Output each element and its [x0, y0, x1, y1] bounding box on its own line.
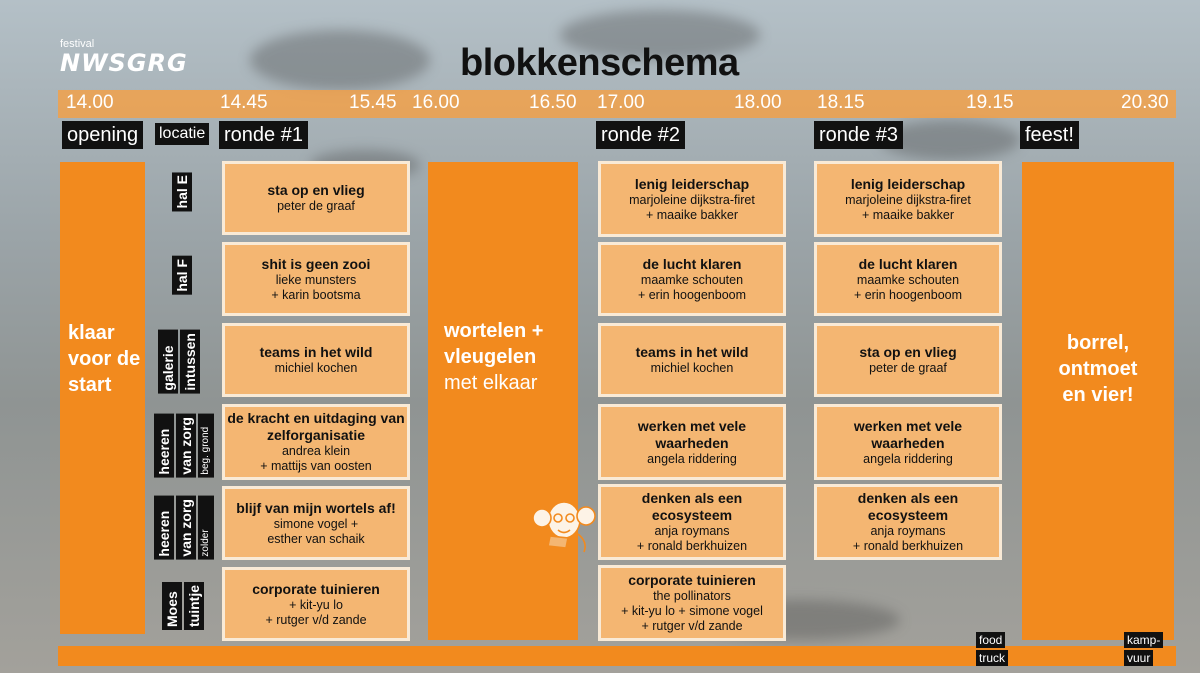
time-label: 16.50 — [529, 92, 577, 113]
session-title: denken als een ecosysteem — [641, 490, 743, 523]
location-heeren-van-zorg-beg-grond — [154, 414, 214, 478]
session-card[interactable] — [222, 486, 410, 560]
session-speaker: + rutger v/d zande — [641, 619, 743, 633]
time-label: 14.00 — [66, 92, 114, 113]
location-hal-f — [172, 256, 192, 295]
header-ronde-2: ronde #2 — [596, 121, 685, 149]
session-speaker: marjoleine dijkstra-firet — [629, 192, 755, 207]
session-speaker: peter de graaf — [869, 361, 947, 375]
plenary-text-line: vleugelen — [444, 346, 537, 368]
session-speaker: + kit-yu lo + simone vogel — [621, 604, 763, 618]
session-title: teams in het wild — [259, 344, 373, 360]
time-label: 20.30 — [1121, 92, 1169, 113]
session-speaker: anja roymans — [654, 524, 730, 538]
logo-wordmark: NWSGRG — [60, 49, 188, 77]
location-sublabel: beg. grond — [198, 414, 214, 478]
session-speaker: + erin hoogenboom — [853, 287, 963, 302]
time-label: 17.00 — [597, 92, 645, 113]
session-speaker: + ronald berkhuizen — [636, 539, 748, 553]
header-ronde-3: ronde #3 — [814, 121, 903, 149]
logo-tagline: festival — [60, 38, 95, 50]
food-truck-label-top: food — [976, 632, 1005, 648]
session-speaker: the pollinators — [653, 589, 731, 603]
session-title: sta op en vlieg — [859, 344, 957, 360]
time-label: 18.15 — [817, 92, 865, 113]
session-speaker: + erin hoogenboom — [637, 287, 747, 302]
page-title: blokkenschema — [460, 42, 739, 84]
session-card[interactable] — [814, 404, 1002, 480]
background-shape — [250, 30, 430, 90]
location-label: heeren — [154, 414, 174, 478]
location-label: van zorg — [176, 496, 196, 560]
kampvuur-label-bottom: vuur — [1124, 650, 1153, 666]
session-card[interactable] — [598, 161, 786, 237]
session-title: shit is geen zooi — [261, 255, 371, 272]
time-label: 14.45 — [220, 92, 268, 113]
session-card[interactable] — [598, 565, 786, 641]
location-label: intussen — [180, 330, 200, 394]
location-label: hal F — [172, 256, 192, 295]
session-title: de lucht klaren — [642, 255, 742, 272]
session-title: lenig leiderschap — [850, 175, 966, 192]
session-card[interactable] — [222, 242, 410, 316]
session-card[interactable] — [598, 242, 786, 316]
session-speaker: anja roymans — [870, 524, 946, 538]
festival-logo — [60, 38, 188, 76]
session-speaker: + maaike bakker — [645, 207, 739, 222]
time-label: 15.45 — [349, 92, 397, 113]
time-label: 19.15 — [966, 92, 1014, 113]
opening-text-line: voor de — [68, 348, 141, 370]
plenary-block — [428, 162, 578, 640]
location-label: tuintje — [184, 582, 204, 630]
location-label: galerie — [158, 330, 178, 394]
location-hal-e — [172, 172, 192, 211]
session-speaker: esther van schaik — [267, 531, 365, 546]
session-speaker: michiel kochen — [274, 361, 358, 375]
closing-text-line: ontmoet — [1058, 358, 1138, 380]
session-card[interactable] — [222, 323, 410, 397]
session-speaker: + rutger v/d zande — [265, 612, 367, 627]
session-speaker: lieke munsters — [275, 272, 357, 287]
session-card[interactable] — [222, 567, 410, 641]
session-card[interactable] — [598, 404, 786, 480]
location-label: hal E — [172, 172, 192, 211]
header-opening: opening — [62, 121, 143, 149]
location-moestuintje — [162, 582, 204, 630]
session-card[interactable] — [814, 242, 1002, 316]
session-speaker: peter de graaf — [277, 199, 355, 213]
closing-block — [1022, 162, 1174, 640]
location-label: van zorg — [176, 414, 196, 478]
session-speaker: michiel kochen — [650, 361, 734, 375]
session-card[interactable] — [814, 161, 1002, 237]
session-speaker: + karin bootsma — [271, 287, 361, 302]
opening-text-line: klaar — [68, 322, 115, 344]
session-card[interactable] — [598, 484, 786, 560]
session-speaker: maamke schouten — [640, 272, 744, 287]
opening-block — [60, 162, 145, 634]
session-card[interactable] — [222, 404, 410, 480]
header-locatie: locatie — [155, 123, 209, 145]
session-title: corporate tuinieren — [628, 572, 756, 588]
session-title: lenig leiderschap — [634, 175, 750, 192]
session-speaker: + maaike bakker — [861, 207, 955, 222]
plenary-text-line: wortelen + — [444, 320, 544, 342]
opening-text-line: start — [68, 374, 112, 396]
session-speaker: + mattijs van oosten — [260, 459, 372, 473]
food-truck-label-bottom: truck — [976, 650, 1008, 666]
location-label: heeren — [154, 496, 174, 560]
mascot-illustration — [528, 490, 600, 560]
session-card[interactable] — [598, 323, 786, 397]
session-speaker: marjoleine dijkstra-firet — [845, 192, 971, 207]
session-speaker: andrea klein — [281, 444, 351, 458]
session-speaker: simone vogel + — [273, 516, 359, 531]
time-label: 16.00 — [412, 92, 460, 113]
plenary-text-line: met elkaar — [444, 372, 538, 394]
session-title: teams in het wild — [635, 344, 749, 360]
session-speaker: angela riddering — [647, 451, 737, 466]
session-title: sta op en vlieg — [267, 182, 365, 198]
session-card[interactable] — [814, 484, 1002, 560]
location-label: Moes — [162, 582, 182, 630]
session-speaker: angela riddering — [863, 451, 953, 466]
session-speaker: maamke schouten — [856, 272, 960, 287]
session-title: de kracht en uitdaging van zelforganisatie — [227, 410, 405, 443]
session-card[interactable] — [814, 323, 1002, 397]
session-title: de lucht klaren — [858, 255, 958, 272]
closing-text-line: en vier! — [1062, 384, 1134, 406]
location-galerie-intussen — [158, 330, 200, 394]
bottom-bar — [58, 646, 1176, 666]
time-label: 18.00 — [734, 92, 782, 113]
session-title: werken met vele waarheden — [853, 417, 963, 451]
session-card[interactable] — [222, 161, 410, 235]
session-speaker: + kit-yu lo — [289, 597, 343, 612]
session-title: denken als een ecosysteem — [857, 490, 959, 523]
location-heeren-van-zorg-zolder — [154, 496, 214, 560]
header-ronde-1: ronde #1 — [219, 121, 308, 149]
session-title: werken met vele waarheden — [637, 417, 747, 451]
session-speaker: + ronald berkhuizen — [852, 539, 964, 553]
session-title: blijf van mijn wortels af! — [236, 499, 396, 516]
session-title: corporate tuinieren — [252, 580, 380, 597]
header-feest: feest! — [1020, 121, 1079, 149]
closing-text-line: borrel, — [1066, 332, 1130, 354]
kampvuur-label-top: kamp- — [1124, 632, 1163, 648]
location-sublabel: zolder — [198, 496, 214, 560]
